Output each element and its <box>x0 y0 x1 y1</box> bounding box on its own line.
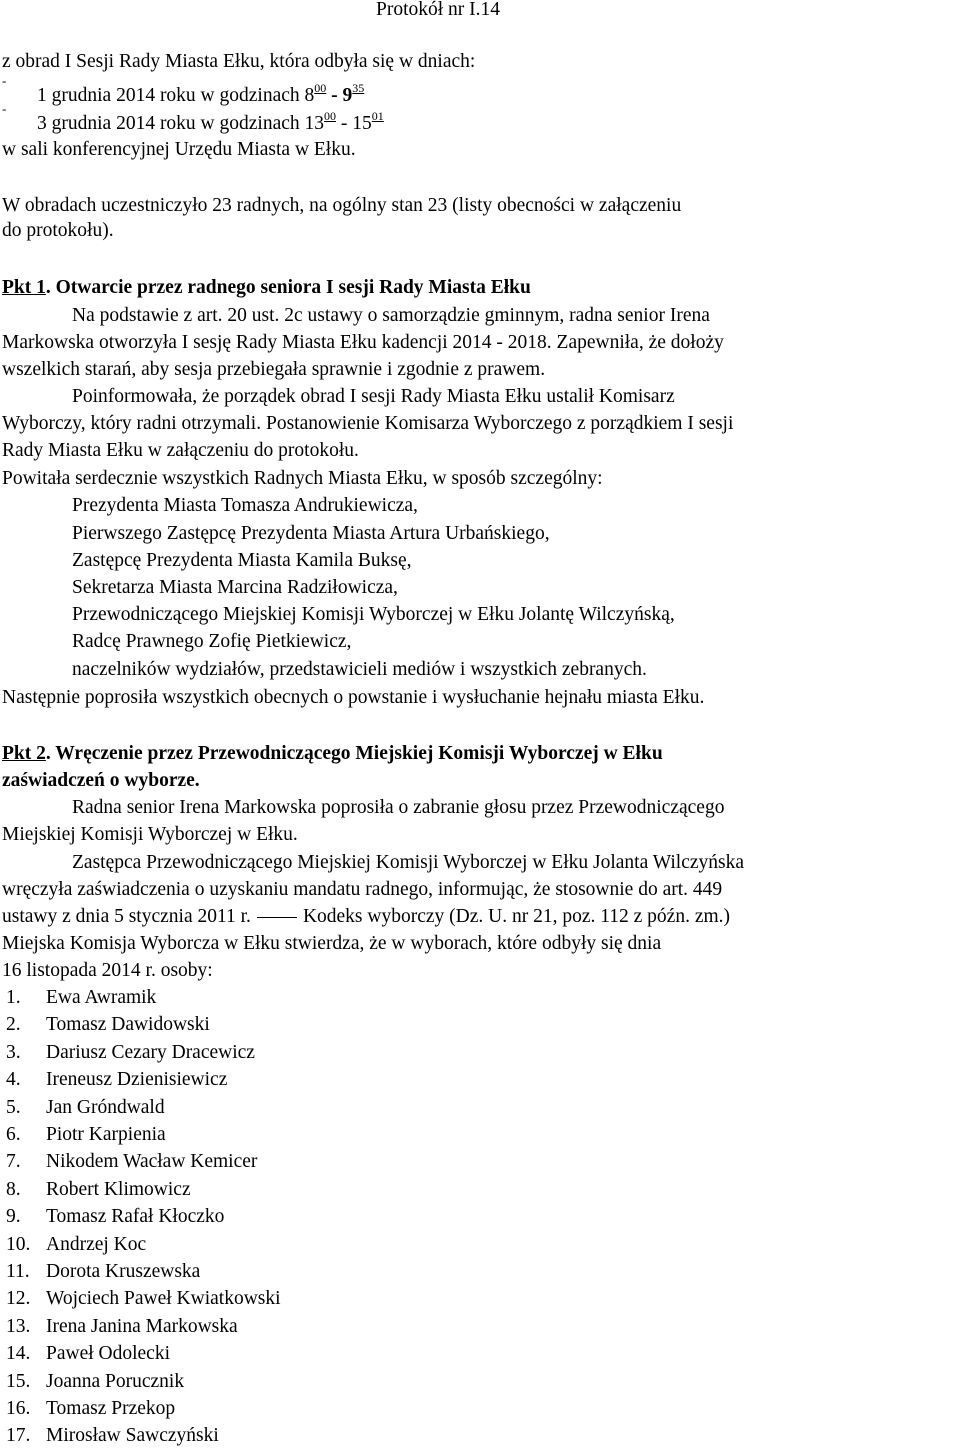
attendance-line-1: W obradach uczestniczyło 23 radnych, na ogólny stan 23 (listy obecności w załączeniu <box>2 195 682 216</box>
elected-list-item <box>6 1150 257 1174</box>
pkt2-heading-line-1 <box>2 742 663 766</box>
day1-start-minutes: 00 <box>314 81 327 95</box>
list-number: 17. <box>6 1425 31 1447</box>
pkt1-paragraph-1-line-1: Na podstawie z art. 20 ust. 2c ustawy o samorządzie gminnym, radna senior Irena <box>72 305 710 326</box>
elected-list-item <box>6 1342 170 1366</box>
councillor-name: Ewa Awramik <box>46 987 157 1008</box>
councillor-name: Joanna Porucznik <box>46 1370 185 1392</box>
councillor-name: Irena Janina Markowska <box>46 1315 238 1337</box>
pkt2-paragraph-2-line-3 <box>2 905 730 929</box>
pkt2-paragraph-2-line-5: 16 listopada 2014 r. osoby: <box>2 960 213 981</box>
pkt2-paragraph-2-line-1: Zastępca Przewodniczącego Miejskiej Komisji Wyborczej w Ełku Jolanta Wilczyńska <box>72 852 745 873</box>
elected-list-item <box>6 1041 255 1065</box>
session-location: w sali konferencyjnej Urzędu Miasta w Ełku. <box>2 139 356 160</box>
councillor-name: Tomasz Dawidowski <box>46 1014 210 1036</box>
pkt1-heading <box>2 276 531 300</box>
elected-list-item <box>6 1123 166 1147</box>
pkt2-heading-line-2: zaświadczeń o wyborze. <box>2 770 200 791</box>
list-number: 7. <box>6 1151 21 1173</box>
guest-item: Przewodniczącego Miejskiej Komisji Wyborczej w Ełku Jolantę Wilczyńską, <box>72 604 675 625</box>
guest-item: Prezydenta Miasta Tomasza Andrukiewicza, <box>72 495 418 516</box>
day2-start-minutes: 00 <box>324 109 337 123</box>
councillor-name: Ireneusz Dzienisiewicz <box>46 1069 228 1091</box>
elected-list-item <box>6 1096 165 1120</box>
list-number: 16. <box>6 1398 31 1419</box>
list-number: 12. <box>6 1288 31 1310</box>
list-dash: - <box>2 101 7 116</box>
list-number: 9. <box>6 1206 21 1228</box>
councillor-name: Nikodem Wacław Kemicer <box>46 1151 258 1173</box>
elected-list-item <box>6 1260 200 1284</box>
pkt2-label: Pkt 2 <box>2 743 46 764</box>
statute-name: Kodeks wyborczy (Dz. U. nr 21, poz. 112 z późn. zm.) <box>302 906 731 927</box>
elected-list-item <box>6 1068 227 1092</box>
session-day-2 <box>37 109 384 137</box>
guest-item: Radcę Prawnego Zofię Pietkiewicz, <box>72 631 352 652</box>
councillor-name: Jan Gróndwald <box>46 1096 165 1118</box>
pkt2-paragraph-2-line-2: wręczyła zaświadczenia o uzyskaniu mandatu radnego, informując, że stosownie do art. 449 <box>2 879 723 900</box>
councillor-name: Andrzej Koc <box>46 1233 147 1255</box>
attendance-line-2: do protokołu). <box>2 220 114 241</box>
em-dash <box>257 917 297 918</box>
councillor-name: Dorota Kruszewska <box>46 1261 201 1282</box>
pkt2-paragraph-1-line-2: Miejskiej Komisji Wyborczej w Ełku. <box>2 824 298 845</box>
list-number: 2. <box>6 1014 21 1036</box>
list-number: 15. <box>6 1370 31 1392</box>
councillor-name: Robert Klimowicz <box>46 1178 191 1200</box>
pkt1-paragraph-2-line-3: Rady Miasta Ełku w załączeniu do protokołu. <box>2 440 359 461</box>
pkt1-paragraph-2-line-2: Wyborczy, który radni otrzymali. Postanowienie Komisarza Wyborczego z porządkiem I sesji <box>2 413 734 434</box>
elected-list-item <box>6 1205 224 1229</box>
councillor-name: Wojciech Paweł Kwiatkowski <box>46 1288 281 1310</box>
elected-list-item <box>6 1370 184 1394</box>
pkt1-paragraph-2-line-1: Poinformowała, że porządek obrad I sesji Rady Miasta Ełku ustalił Komisarz <box>72 386 675 407</box>
list-number: 10. <box>6 1233 31 1255</box>
list-number: 6. <box>6 1124 21 1145</box>
pkt2-paragraph-2-line-4: Miejska Komisja Wyborcza w Ełku stwierdza, że w wyborach, które odbyły się dnia <box>2 933 662 954</box>
elected-list-item <box>6 1315 238 1339</box>
session-day-1 <box>37 81 365 109</box>
elected-list-item <box>6 1287 281 1311</box>
guest-item: Sekretarza Miasta Marcina Radziłowicza, <box>72 577 398 598</box>
pkt1-label: Pkt 1 <box>2 277 46 298</box>
guest-item: Pierwszego Zastępcę Prezydenta Miasta Artura Urbańskiego, <box>72 523 550 544</box>
list-number: 5. <box>6 1096 21 1118</box>
intro-line: z obrad I Sesji Rady Miasta Ełku, która odbyła się w dniach: <box>2 51 476 72</box>
pkt1-closing: Następnie poprosiła wszystkich obecnych o powstanie i wysłuchanie hejnału miasta Ełku. <box>2 687 705 708</box>
list-number: 14. <box>6 1343 31 1365</box>
list-number: 11. <box>6 1261 30 1282</box>
elected-list-item <box>6 1397 175 1421</box>
pkt1-paragraph-1-line-3: wszelkich starań, aby sesja przebiegała sprawnie i zgodnie z prawem. <box>2 359 546 380</box>
day1-end-minutes: 35 <box>352 81 365 95</box>
guest-item: naczelników wydziałów, przedstawicieli mediów i wszystkich zebranych. <box>72 659 647 680</box>
list-dash: - <box>2 73 7 88</box>
statute-date: ustawy z dnia 5 stycznia 2011 r. <box>2 906 251 927</box>
pkt1-title: . Otwarcie przez radnego seniora I sesji Rady Miasta Ełku <box>45 277 531 298</box>
councillor-name: Paweł Odolecki <box>46 1343 171 1365</box>
councillor-name: Tomasz Rafał Kłoczko <box>46 1206 225 1228</box>
councillor-name: Tomasz Przekop <box>46 1398 176 1419</box>
councillor-name: Piotr Karpienia <box>46 1124 166 1145</box>
day2-end-minutes: 01 <box>371 109 384 123</box>
list-number: 13. <box>6 1315 31 1337</box>
list-number: 4. <box>6 1069 21 1091</box>
day2-separator: - 15 <box>336 113 372 134</box>
list-number: 1. <box>6 987 21 1008</box>
day2-text: 3 grudnia 2014 roku w godzinach 13 <box>37 113 325 134</box>
elected-list-item <box>6 1178 191 1202</box>
day1-separator: - 9 <box>326 85 353 106</box>
list-number: 3. <box>6 1041 21 1063</box>
elected-list-item <box>6 1424 219 1448</box>
day1-text: 1 grudnia 2014 roku w godzinach 8 <box>37 85 315 106</box>
elected-list-item <box>6 1233 146 1257</box>
elected-list-item <box>6 1013 210 1037</box>
councillor-name: Mirosław Sawczyński <box>46 1425 219 1447</box>
pkt2-title: . Wręczenie przez Przewodniczącego Miejskiej Komisji Wyborczej w Ełku <box>45 743 663 764</box>
elected-list-item <box>6 986 156 1010</box>
greeting-line: Powitała serdecznie wszystkich Radnych Miasta Ełku, w sposób szczególny: <box>2 468 603 489</box>
page-title: Protokół nr I.14 <box>376 0 501 20</box>
councillor-name: Dariusz Cezary Dracewicz <box>46 1041 255 1063</box>
list-number: 8. <box>6 1178 21 1200</box>
pkt1-paragraph-1-line-2: Markowska otworzyła I sesję Rady Miasta Ełku kadencji 2014 - 2018. Zapewniła, że dołoży <box>2 332 724 353</box>
guest-item: Zastępcę Prezydenta Miasta Kamila Buksę, <box>72 550 412 571</box>
pkt2-paragraph-1-line-1: Radna senior Irena Markowska poprosiła o zabranie głosu przez Przewodniczącego <box>72 797 725 818</box>
